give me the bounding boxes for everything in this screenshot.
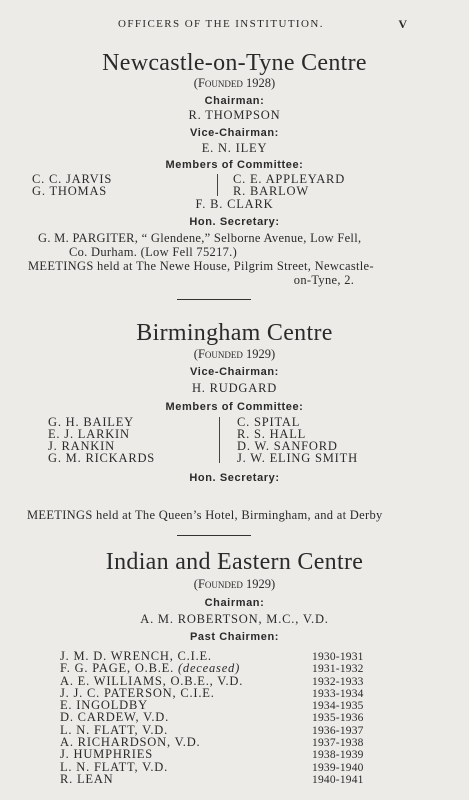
past-chairman: J. HUMPHRIES — [60, 747, 153, 762]
term-years: 1932-1933 — [312, 675, 364, 688]
birmingham-committee-label: Members of Committee: — [165, 401, 304, 413]
newcastle-title: Newcastle-on-Tyne Centre — [102, 50, 367, 76]
meetings-line: MEETINGS held at The Newe House, Pilgrim Street, Newcastle- — [28, 259, 374, 273]
term-years: 1936-1937 — [312, 724, 364, 737]
committee-member: R. S. HALL — [237, 427, 307, 441]
committee-member: E. J. LARKIN — [48, 427, 130, 441]
past-chairmen-years — [312, 651, 364, 786]
newcastle-committee-left — [32, 173, 112, 197]
secretary-line: G. M. PARGITER, “ Glendene,” Selborne Avenue, Low Fell, — [38, 231, 362, 245]
birmingham-vice-chairman-label: Vice-Chairman: — [190, 366, 279, 378]
newcastle-secretary-label: Hon. Secretary: — [189, 216, 280, 228]
indian-founded: (Founded 1929) — [193, 577, 276, 591]
past-chairman: J. J. C. PATERSON, C.I.E. — [60, 685, 215, 700]
term-years: 1930-1931 — [312, 651, 364, 663]
term-years: 1940-1941 — [312, 773, 364, 786]
past-chairman: F. G. PAGE, O.B.E. (deceased) — [60, 661, 241, 676]
committee-member: C. E. APPLEYARD — [233, 172, 346, 186]
meetings-line: on-Tyne, 2. — [293, 273, 355, 287]
past-chairman: R. LEAN — [60, 771, 114, 786]
birmingham-secretary-label: Hon. Secretary: — [189, 472, 280, 484]
indian-chairman: A. M. ROBERTSON, M.C., V.D. — [140, 612, 329, 626]
past-chairman: J. M. D. WRENCH, C.I.E. — [60, 649, 212, 663]
running-title: OFFICERS OF THE INSTITUTION. — [118, 18, 324, 30]
committee-member: R. BARLOW — [233, 184, 309, 198]
committee-member: D. W. SANFORD — [237, 439, 338, 453]
term-years: 1931-1932 — [312, 663, 364, 676]
newcastle-committee-right — [233, 173, 345, 197]
committee-member: G. THOMAS — [32, 184, 108, 198]
newcastle-committee-label: Members of Committee: — [165, 159, 304, 171]
past-chairman: A. RICHARDSON, V.D. — [60, 735, 201, 750]
past-chairmen-names — [60, 650, 243, 785]
birmingham-founded: (Founded 1929) — [193, 347, 276, 361]
term-years: 1934-1935 — [312, 700, 364, 713]
term-years: 1939-1940 — [312, 761, 364, 774]
secretary-line: Co. Durham. (Low Fell 75217.) — [69, 245, 238, 259]
newcastle-chairman: R. THOMPSON — [188, 108, 281, 122]
column-divider — [217, 174, 218, 196]
past-chairman: D. CARDEW, V.D. — [60, 710, 170, 725]
committee-member: G. M. RICKARDS — [48, 451, 156, 465]
newcastle-chairman-label: Chairman: — [204, 95, 265, 107]
deceased-note: (deceased) — [177, 661, 241, 676]
past-chairman: L. N. FLATT, V.D. — [60, 722, 169, 737]
term-years: 1935-1936 — [312, 712, 364, 725]
birmingham-title: Birmingham Centre — [136, 320, 333, 346]
page-number: V — [398, 17, 407, 31]
newcastle-committee-last: F. B. CLARK — [195, 197, 274, 211]
indian-past-chairmen-label: Past Chairmen: — [189, 631, 280, 643]
section-divider — [177, 535, 251, 536]
past-chairman: A. E. WILLIAMS, O.B.E., V.D. — [60, 673, 244, 688]
birmingham-committee-right — [237, 416, 358, 464]
newcastle-vice-chairman: E. N. ILEY — [201, 141, 268, 155]
birmingham-vice-chairman: H. RUDGARD — [191, 381, 278, 395]
newcastle-meetings — [28, 259, 460, 287]
newcastle-secretary-address — [38, 231, 458, 259]
committee-member: J. W. ELING SMITH — [237, 451, 358, 465]
committee-member: J. RANKIN — [48, 439, 115, 453]
term-years: 1938-1939 — [312, 749, 364, 762]
committee-member: C. C. JARVIS — [32, 172, 113, 186]
newcastle-founded: (Founded 1928) — [193, 76, 276, 90]
column-divider — [219, 417, 220, 463]
term-years: 1933-1934 — [312, 687, 364, 700]
past-chairman: L. N. FLATT, V.D. — [60, 759, 169, 774]
birmingham-meetings: MEETINGS held at The Queen’s Hotel, Birmingham, and at Derby — [27, 508, 383, 522]
past-chairman: E. INGOLDBY — [60, 698, 148, 713]
indian-chairman-label: Chairman: — [204, 597, 265, 609]
indian-title: Indian and Eastern Centre — [105, 549, 364, 575]
committee-member: C. SPITAL — [237, 415, 301, 429]
section-divider — [177, 299, 251, 300]
birmingham-committee-left — [48, 416, 155, 464]
committee-member: G. H. BAILEY — [48, 415, 134, 429]
newcastle-vice-chairman-label: Vice-Chairman: — [190, 127, 279, 139]
term-years: 1937-1938 — [312, 737, 364, 750]
